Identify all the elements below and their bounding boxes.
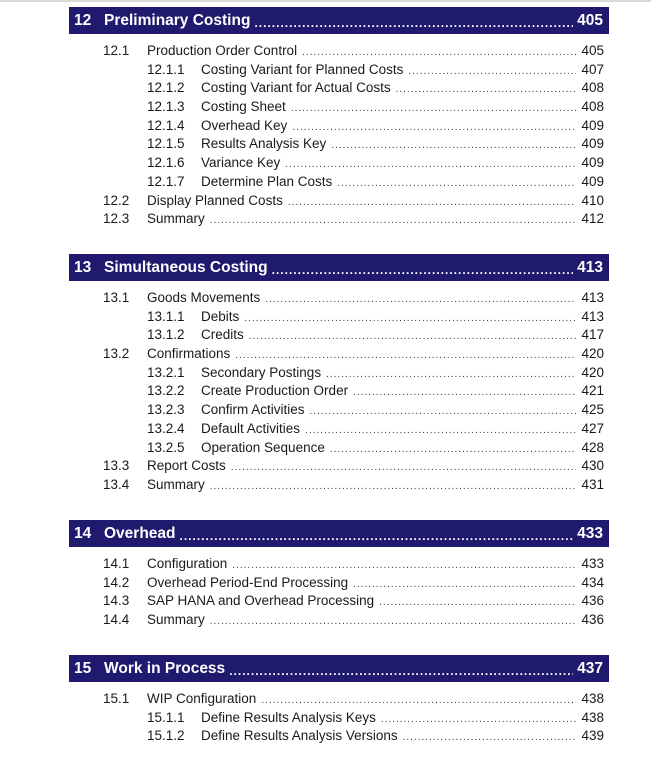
toc-subsection-entry[interactable]: [69, 728, 609, 747]
entry-page: 408: [581, 99, 604, 115]
toc-subsection-entry[interactable]: [69, 383, 609, 402]
entry-number: 13.1: [103, 290, 130, 305]
entry-title: Variance Key: [201, 155, 281, 171]
dot-leader: [302, 47, 576, 58]
chapter-number: 15: [74, 659, 92, 677]
chapter-title: Simultaneous Costing: [104, 258, 268, 276]
entry-number: 12.1.7: [147, 173, 185, 189]
entry-page: 439: [581, 728, 604, 744]
dot-leader: [210, 481, 577, 492]
entry-number: 12.1.6: [147, 155, 185, 171]
top-border: [0, 0, 651, 2]
toc-subsection-entry[interactable]: [69, 136, 609, 155]
entry-number: 14.4: [103, 612, 130, 628]
entry-page: 428: [581, 439, 604, 455]
entry-title: Costing Sheet: [201, 99, 286, 115]
chapter-heading[interactable]: [69, 7, 609, 34]
chapter-title: Work in Process: [104, 659, 226, 677]
entry-number: 13.2.3: [147, 402, 185, 418]
entry-page: 413: [581, 308, 604, 324]
entry-number: 12.1.1: [147, 61, 185, 77]
dot-leader: [379, 597, 576, 608]
entry-number: 13.2.4: [147, 420, 185, 436]
chapter-section: [69, 655, 609, 747]
toc-subsection-entry[interactable]: [69, 155, 609, 174]
entry-title: Summary: [147, 211, 205, 227]
chapter-title: Preliminary Costing: [104, 11, 251, 29]
entry-page: 413: [581, 290, 604, 305]
entry-list: [69, 43, 609, 230]
entry-title: Confirm Activities: [201, 402, 305, 418]
entry-page: 421: [581, 383, 604, 399]
entry-title: Create Production Order: [201, 383, 349, 399]
dot-leader: [291, 103, 577, 114]
entry-page: 407: [581, 61, 604, 77]
entry-page: 420: [581, 364, 604, 380]
entry-title: Report Costs: [147, 458, 226, 474]
entry-page: 409: [581, 117, 604, 133]
entry-number: 14.3: [103, 593, 130, 609]
entry-title: SAP HANA and Overhead Processing: [147, 593, 375, 609]
entry-title: Credits: [201, 327, 244, 343]
entry-list: [69, 290, 609, 496]
toc-section-entry[interactable]: [69, 346, 609, 365]
entry-page: 438: [581, 709, 604, 725]
toc-subsection-entry[interactable]: [69, 421, 609, 440]
entry-page: 434: [581, 574, 604, 590]
dot-leader: [305, 425, 576, 436]
entry-number: 12.1.2: [147, 80, 185, 96]
toc-subsection-entry[interactable]: [69, 327, 609, 346]
entry-list: [69, 691, 609, 747]
toc-section-entry[interactable]: [69, 612, 609, 631]
dot-leader: [330, 444, 577, 455]
entry-number: 13.2.1: [147, 364, 185, 380]
entry-page: 405: [581, 43, 604, 58]
toc-section-entry[interactable]: [69, 556, 609, 575]
toc-subsection-entry[interactable]: [69, 402, 609, 421]
toc-section-entry[interactable]: [69, 211, 609, 230]
toc-subsection-entry[interactable]: [69, 80, 609, 99]
entry-number: 12.3: [103, 211, 130, 227]
dot-leader: [353, 579, 576, 590]
entry-title: Costing Variant for Actual Costs: [201, 80, 391, 96]
dot-leader: [235, 350, 576, 361]
entry-page: 431: [581, 476, 604, 492]
dot-leader: [210, 616, 577, 627]
entry-title: Default Activities: [201, 420, 301, 436]
entry-number: 15.1.2: [147, 728, 185, 744]
toc-subsection-entry[interactable]: [69, 62, 609, 81]
dot-leader: [353, 387, 576, 398]
toc-section-entry[interactable]: [69, 691, 609, 710]
entry-number: 13.4: [103, 476, 130, 492]
entry-page: 436: [581, 612, 604, 628]
chapter-heading[interactable]: [69, 520, 609, 547]
dot-leader: [292, 122, 576, 133]
dot-leader: [244, 313, 576, 324]
dot-leader: [265, 294, 576, 305]
entry-number: 14.2: [103, 574, 130, 590]
entry-page: 409: [581, 173, 604, 189]
chapter-number: 12: [74, 11, 92, 29]
toc-section-entry[interactable]: [69, 477, 609, 496]
entry-number: 15.1: [103, 691, 130, 706]
entry-number: 13.2.5: [147, 439, 185, 455]
entry-list: [69, 556, 609, 631]
entry-number: 12.2: [103, 192, 130, 208]
dot-leader: [249, 331, 577, 342]
entry-title: Debits: [201, 308, 240, 324]
chapter-page: 405: [577, 11, 603, 29]
chapter-section: [69, 7, 609, 230]
entry-title: Operation Sequence: [201, 439, 325, 455]
entry-number: 12.1.4: [147, 117, 185, 133]
entry-page: 436: [581, 593, 604, 609]
entry-title: Summary: [147, 612, 205, 628]
entry-title: Costing Variant for Planned Costs: [201, 61, 404, 77]
entry-title: Results Analysis Key: [201, 136, 327, 152]
chapter-number: 13: [74, 258, 92, 276]
entry-page: 412: [581, 211, 604, 227]
entry-page: 433: [581, 556, 604, 571]
entry-number: 14.1: [103, 556, 130, 571]
dot-leader: [326, 369, 576, 380]
entry-page: 425: [581, 402, 604, 418]
toc-section-entry[interactable]: [69, 290, 609, 309]
entry-title: Production Order Control: [147, 43, 298, 58]
chapter-section: [69, 254, 609, 496]
entry-number: 13.2: [103, 346, 130, 362]
toc-section-entry[interactable]: [69, 458, 609, 477]
toc-subsection-entry[interactable]: [69, 118, 609, 137]
entry-title: Goods Movements: [147, 290, 261, 305]
entry-title: Confirmations: [147, 346, 231, 362]
entry-page: 438: [581, 691, 604, 706]
entry-number: 13.2.2: [147, 383, 185, 399]
chapter-number: 14: [74, 524, 92, 542]
dot-leader: [180, 529, 574, 543]
entry-page: 430: [581, 458, 604, 474]
toc-section-entry[interactable]: [69, 193, 609, 212]
dot-leader: [232, 560, 576, 571]
entry-title: Determine Plan Costs: [201, 173, 333, 189]
entry-page: 409: [581, 136, 604, 152]
entry-number: 13.3: [103, 458, 130, 474]
entry-title: Define Results Analysis Versions: [201, 728, 398, 744]
entry-title: Display Planned Costs: [147, 192, 283, 208]
dot-leader: [396, 84, 577, 95]
dot-leader: [261, 695, 576, 706]
entry-number: 12.1.3: [147, 99, 185, 115]
dot-leader: [288, 197, 577, 208]
toc-section-entry[interactable]: [69, 575, 609, 594]
toc-subsection-entry[interactable]: [69, 710, 609, 729]
toc-subsection-entry[interactable]: [69, 174, 609, 193]
entry-page: 410: [581, 192, 604, 208]
entry-title: Secondary Postings: [201, 364, 322, 380]
chapter-heading[interactable]: [69, 254, 609, 281]
toc-section-entry[interactable]: [69, 593, 609, 612]
dot-leader: [331, 140, 576, 151]
dot-leader: [310, 406, 577, 417]
dot-leader: [254, 16, 573, 30]
entry-page: 408: [581, 80, 604, 96]
entry-title: Overhead Period-End Processing: [147, 574, 349, 590]
chapter-page: 433: [577, 524, 603, 542]
dot-leader: [381, 714, 577, 725]
chapter-section: [69, 520, 609, 631]
toc-subsection-entry[interactable]: [69, 99, 609, 118]
dot-leader: [231, 462, 577, 473]
entry-page: 427: [581, 420, 604, 436]
entry-number: 13.1.1: [147, 308, 185, 324]
dot-leader: [210, 215, 577, 226]
dot-leader: [272, 263, 574, 277]
chapter-title: Overhead: [104, 524, 176, 542]
entry-page: 409: [581, 155, 604, 171]
toc-subsection-entry[interactable]: [69, 365, 609, 384]
entry-page: 417: [581, 327, 604, 343]
entry-number: 12.1.5: [147, 136, 185, 152]
dot-leader: [403, 732, 577, 743]
entry-number: 13.1.2: [147, 327, 185, 343]
dot-leader: [285, 159, 576, 170]
chapter-page: 437: [577, 659, 603, 677]
chapter-heading[interactable]: [69, 655, 609, 682]
entry-number: 12.1: [103, 43, 130, 58]
dot-leader: [337, 178, 576, 189]
entry-title: Overhead Key: [201, 117, 288, 133]
toc-subsection-entry[interactable]: [69, 440, 609, 459]
entry-number: 15.1.1: [147, 709, 185, 725]
entry-title: Summary: [147, 476, 205, 492]
entry-title: Configuration: [147, 556, 228, 571]
chapter-page: 413: [577, 258, 603, 276]
dot-leader: [408, 66, 576, 77]
entry-page: 420: [581, 346, 604, 362]
toc-section-entry[interactable]: [69, 43, 609, 62]
entry-title: Define Results Analysis Keys: [201, 709, 376, 725]
dot-leader: [229, 664, 573, 678]
toc-subsection-entry[interactable]: [69, 309, 609, 328]
entry-title: WIP Configuration: [147, 691, 257, 706]
